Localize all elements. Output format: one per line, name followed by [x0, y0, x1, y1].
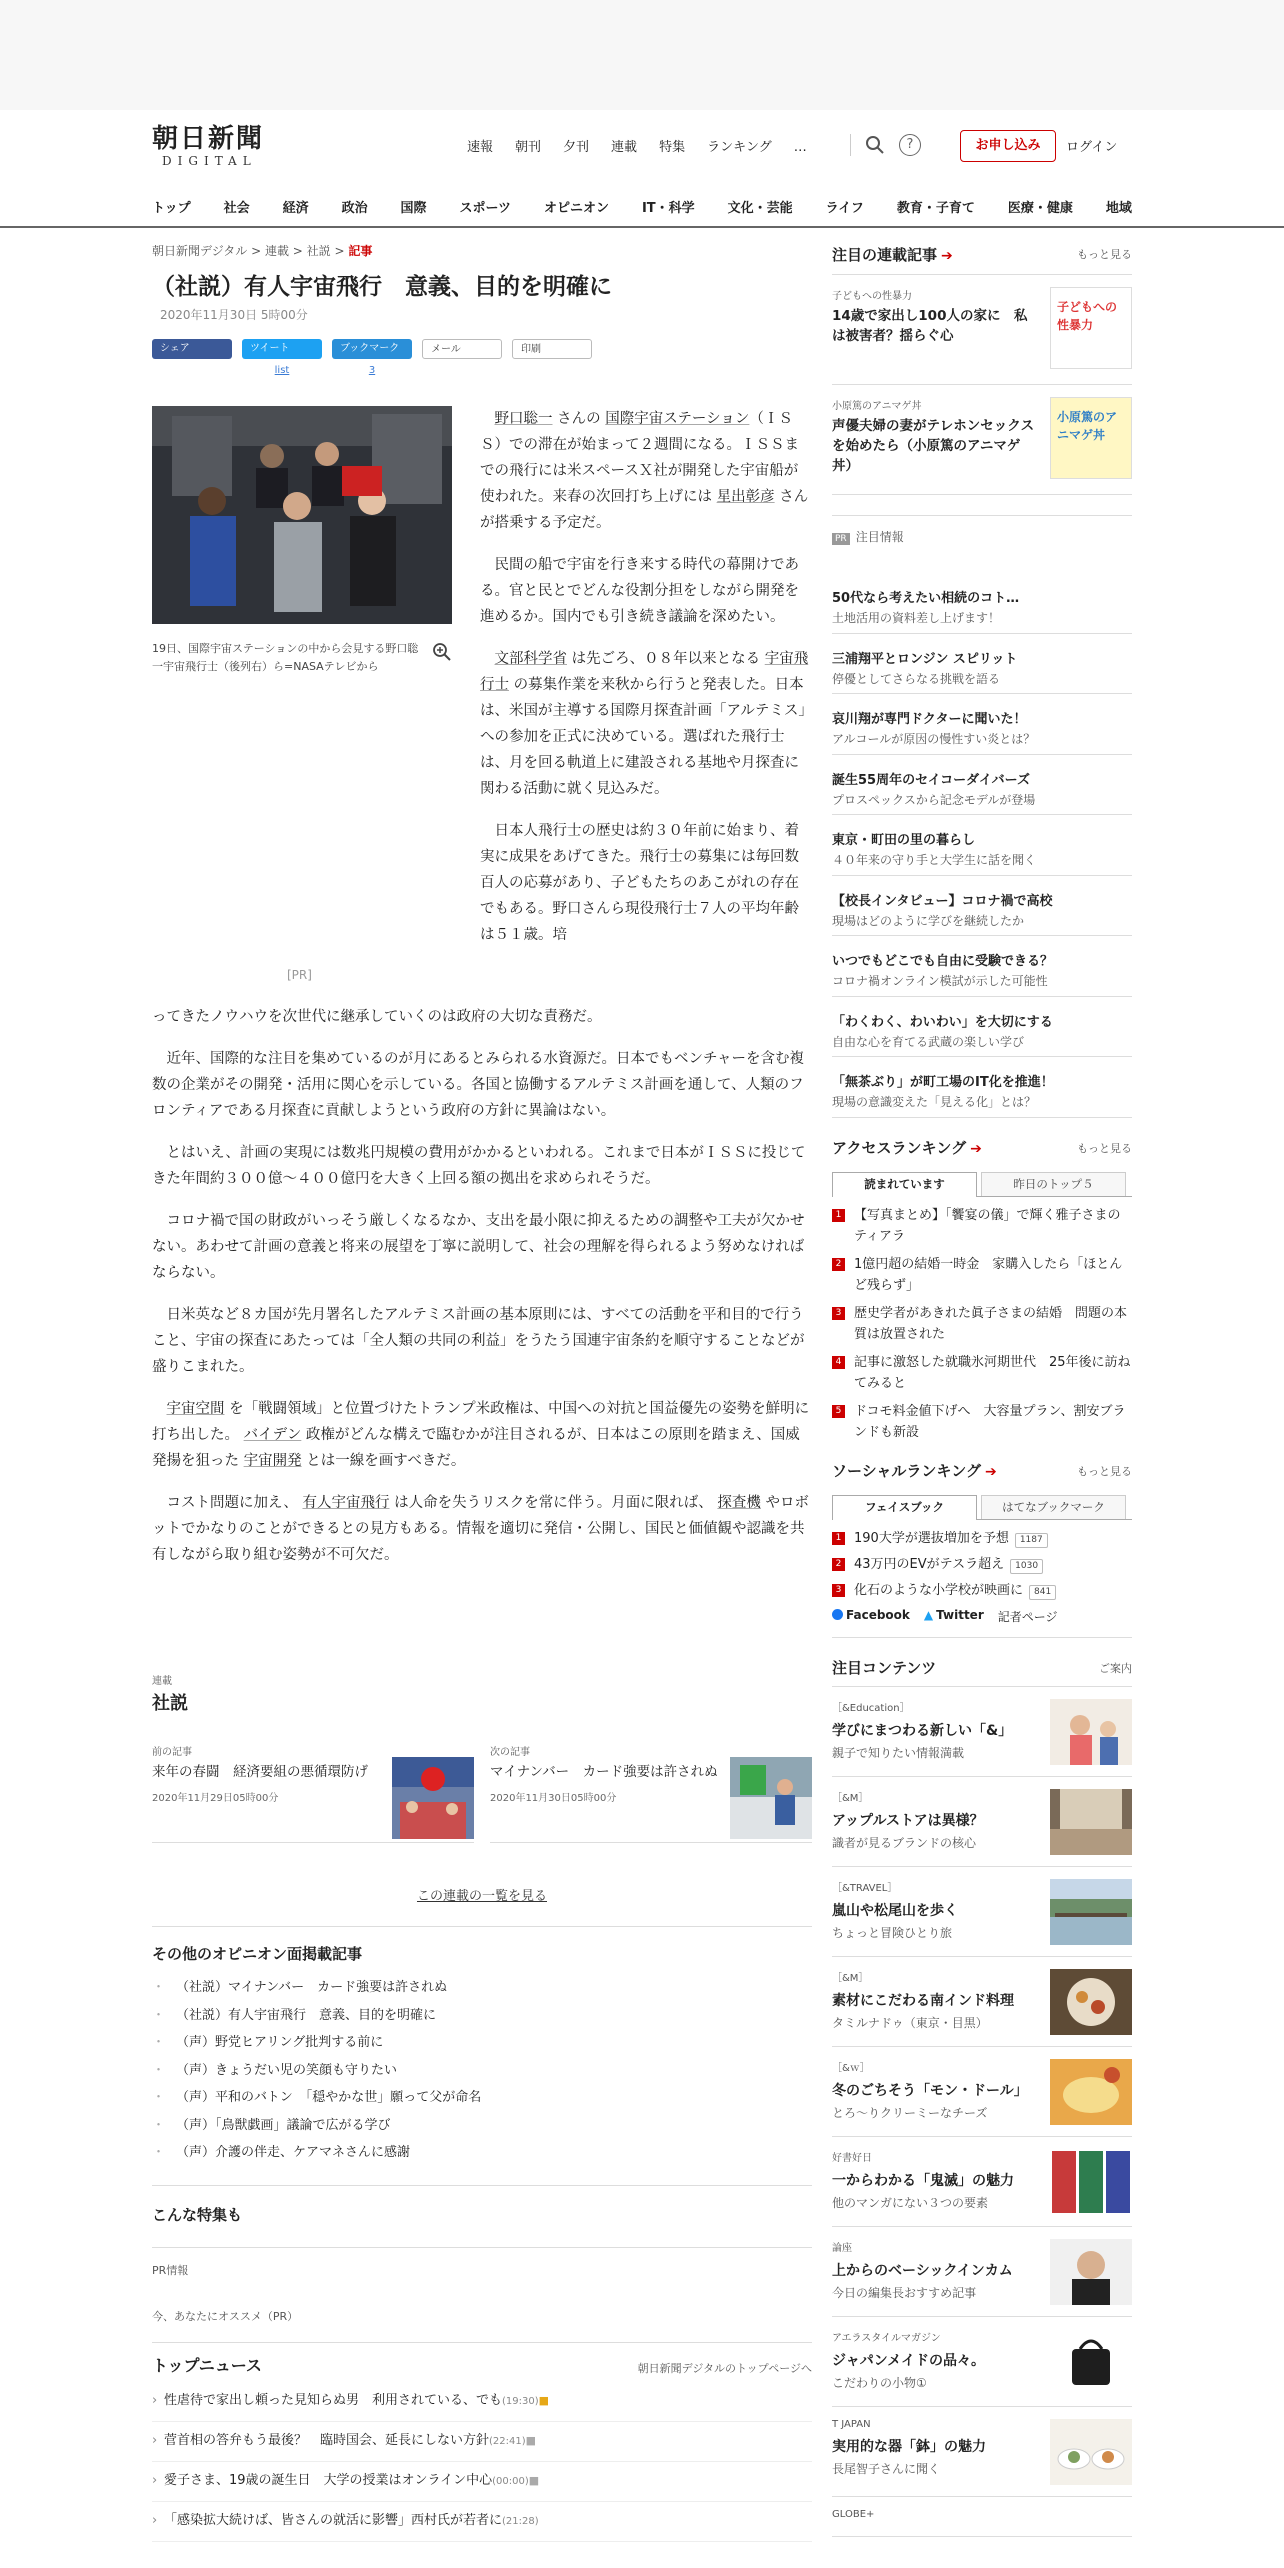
- ad-title[interactable]: 「わくわく、わいわい」を大切にする: [832, 1014, 1053, 1030]
- content-title[interactable]: 上からのベーシックインカム: [832, 2262, 1013, 2279]
- top-ad-band: [0, 0, 1284, 110]
- pr-ad-item[interactable]: [832, 755, 1132, 816]
- text: コスト問題に加え、: [166, 1495, 303, 1511]
- content-sub: 今日の編集長おすすめ記事: [832, 2285, 977, 2300]
- content-item[interactable]: [832, 1687, 1132, 1777]
- content-sub: 長尾智子さんに聞く: [832, 2461, 941, 2476]
- ad-title[interactable]: 哀川翔が専門ドクターに聞いた！: [832, 712, 1027, 727]
- sidebar: [832, 240, 1132, 2537]
- cat-region[interactable]: 地域: [1105, 200, 1132, 216]
- content-title[interactable]: 学びにまつわる新しい「&」: [832, 1722, 1013, 1739]
- serial-headline[interactable]: 声優夫婦の妻がテレホンセックスを始めたら（小原篤のアニマゲ丼）: [832, 418, 1035, 474]
- content-thumbnail[interactable]: [1050, 2329, 1132, 2395]
- caption-text: 19日、国際宇宙ステーションの中から会見する野口聡一宇宙飛行士（後列右）ら=NASAテレビから: [152, 642, 419, 673]
- ranking-title[interactable]: 190大学が選抜増加を予想: [854, 1530, 1009, 1546]
- serial-item[interactable]: [832, 385, 1132, 495]
- topnews-time: (00:00): [492, 2475, 529, 2487]
- content-title[interactable]: 冬のごちそう「モン・ドール」: [832, 2082, 1028, 2099]
- content-kicker: 論座: [832, 2242, 852, 2254]
- lock-icon: ■: [538, 2393, 550, 2407]
- keyword-link[interactable]: 野口聡一: [494, 411, 553, 427]
- social-links: [832, 1608, 1132, 1638]
- serial-item[interactable]: [832, 275, 1132, 385]
- keyword-link[interactable]: 宇宙空間: [166, 1401, 225, 1417]
- crumb-home[interactable]: 朝日新聞デジタル: [152, 244, 248, 258]
- ranking-title[interactable]: ドコモ料金値下げへ 大容量プラン、割安ブランドも新設: [854, 1403, 1126, 1440]
- tab-hatena[interactable]: はてなブックマーク: [981, 1495, 1126, 1519]
- content-kicker: 好書好日: [832, 2152, 872, 2164]
- breadcrumb: 朝日新聞デジタル > 連載 > 社説 > 記事: [152, 244, 373, 258]
- logo-text: 朝日新聞: [152, 124, 265, 154]
- header-icons: [850, 134, 921, 156]
- ranking-item[interactable]: [832, 1580, 1132, 1602]
- share-label: ツイート: [250, 343, 290, 354]
- rank-number: 2: [832, 1258, 845, 1271]
- topnews-item[interactable]: [152, 2502, 812, 2542]
- list-item[interactable]: ・ （声）平和のバトン 「穏やかな世」願って父が命名: [152, 2084, 812, 2112]
- cat-economy[interactable]: 経済: [282, 200, 309, 216]
- cat-sports[interactable]: スポーツ: [459, 200, 512, 216]
- keyword-link[interactable]: 有人宇宙飛行: [302, 1495, 390, 1511]
- content-item[interactable]: [832, 1957, 1132, 2047]
- ranking-item[interactable]: [832, 1205, 1132, 1247]
- social-ranking-heading[interactable]: ソーシャルランキング: [832, 1462, 981, 1480]
- tab-most-read[interactable]: 読まれています: [832, 1172, 977, 1197]
- divider: [152, 2342, 812, 2343]
- facebook-label: Facebook: [846, 1607, 910, 1622]
- content-sub: とろ～りクリーミーなチーズ: [832, 2105, 988, 2120]
- content-item[interactable]: [832, 2227, 1132, 2317]
- facebook-icon: [832, 1609, 843, 1620]
- topnews-link[interactable]: 朝日新聞デジタルのトップページへ: [637, 2361, 812, 2375]
- social-tabs: [832, 1495, 1132, 1520]
- ad-sub: プロスペックスから記念モデルが登場: [832, 792, 1036, 807]
- content-thumbnail[interactable]: [1050, 2059, 1132, 2125]
- content-item[interactable]: [832, 2137, 1132, 2227]
- series-kicker: 連載: [152, 1676, 172, 1687]
- cat-education[interactable]: 教育・子育て: [896, 200, 975, 216]
- main-content: [152, 240, 812, 2528]
- pr-ad-item[interactable]: [832, 1057, 1132, 1118]
- contents-list: [832, 1686, 1132, 2537]
- article-body-top: [480, 406, 812, 948]
- serial-headline[interactable]: 14歳で家出し100人の家に 私は被害者？揺らぐ心: [832, 308, 1028, 344]
- ad-sub: 停優としてさらなる挑戦を語る: [832, 671, 1001, 686]
- paragraph: 日米英など８カ国が先月署名したアルテミス計画の基本原則には、すべての活動を平和目的で行うこと、宇宙の探査にあたっては「全人類の共同の利益」をうたう国連宇宙条約を順守することなどが盛りこまれた。: [152, 1307, 805, 1375]
- text: さんが搭乗する予定だ。: [480, 489, 809, 531]
- share-count: 841: [1029, 1585, 1056, 1600]
- pr-label: [PR]: [287, 968, 312, 982]
- ranking-title[interactable]: 1億円超の結婚一時金 家購入したら「ほとんど残らず」: [854, 1256, 1123, 1293]
- iss-crew-illustration: [152, 406, 452, 624]
- ranking-item[interactable]: [832, 1528, 1132, 1550]
- keyword-link[interactable]: 宇宙開発: [243, 1453, 302, 1469]
- lock-icon: ■: [525, 2433, 537, 2447]
- topnews-time: (21:28): [502, 2515, 539, 2527]
- cat-health[interactable]: 医療・健康: [1007, 200, 1073, 216]
- divider: [850, 134, 851, 156]
- share-label: 印刷: [521, 344, 541, 355]
- pr-ad-item[interactable]: [832, 876, 1132, 937]
- ad-sub: 自由な心を育てる武蔵の楽しい学び: [832, 1034, 1025, 1049]
- content-kicker: ［&Education］: [832, 1702, 910, 1714]
- content-thumbnail[interactable]: [1050, 1879, 1132, 1945]
- access-tabs: [832, 1172, 1132, 1197]
- access-ranking-heading[interactable]: アクセスランキング: [832, 1139, 967, 1157]
- content-title[interactable]: 素材にこだわる南インド料理: [832, 1992, 1014, 2009]
- content-thumbnail[interactable]: [1050, 1699, 1132, 1765]
- nav-choukan[interactable]: 朝刊: [515, 140, 542, 155]
- serial-kicker: 小原篤のアニマゲ丼: [832, 401, 922, 412]
- text: （ＩＳＳ）での滞在が始まって２週間になる。ＩＳＳまでの飛行には米スペースＸ社が開発した宇宙船が使われた。来春の次回打ち上げには: [480, 411, 799, 505]
- nav-tokushu[interactable]: 特集: [659, 140, 686, 155]
- contents-heading: 注目コンテンツ: [832, 1659, 937, 1677]
- features-heading: こんな特集も: [152, 2205, 243, 2224]
- ad-title[interactable]: 50代なら考えたい相続のコト…: [832, 591, 1020, 606]
- share-label: ブックマーク: [340, 343, 400, 354]
- rank-number: 4: [832, 1356, 845, 1369]
- content-kicker: ［&TRAVEL］: [832, 1882, 898, 1894]
- text: を「戦闘領域」と位置づけたトランプ米政権は、中国への対抗と国益優先の姿勢を鮮明に打ち出した。: [152, 1401, 810, 1443]
- ad-sub: アルコールが原因の慢性すい炎とは？: [832, 732, 1036, 746]
- divider: [152, 2185, 812, 2186]
- paragraph: [480, 646, 812, 802]
- search-icon[interactable]: [865, 135, 885, 155]
- content-title[interactable]: 実用的な器「鉢」の魅力: [832, 2438, 986, 2455]
- contents-guide-link[interactable]: ご案内: [1099, 1661, 1132, 1675]
- rank-number: 1: [832, 1532, 845, 1545]
- content-sub: 識者が見るブランドの核心: [832, 1835, 977, 1850]
- rank-number: 2: [832, 1558, 845, 1571]
- divider: [152, 2247, 812, 2248]
- content-title[interactable]: アップルストアは異様？: [832, 1812, 984, 1829]
- topnews-title[interactable]: 性虐待で家出し頼った見知らぬ男 利用されている、でも: [164, 2392, 503, 2408]
- content-item[interactable]: [832, 1867, 1132, 1957]
- list-item[interactable]: ・ （声）介護の伴走、ケアマネさんに感謝: [152, 2139, 812, 2167]
- prev-next-nav: [152, 1743, 812, 1843]
- ad-title[interactable]: いつでもどこでも自由に受験できる？: [832, 954, 1054, 969]
- ad-title[interactable]: 【校長インタビュー】コロナ禍で高校: [832, 893, 1053, 909]
- text: とは一線を画すべきだ。: [301, 1453, 466, 1469]
- twitter-icon: ▲: [923, 1607, 934, 1622]
- pr-ad-item[interactable]: [832, 573, 1132, 634]
- hatena-count[interactable]: 3: [368, 365, 376, 376]
- nav-more-button[interactable]: …: [793, 140, 807, 155]
- pr-ad-list: [832, 573, 1132, 1118]
- mail-share-button[interactable]: [422, 339, 502, 359]
- paragraph: [480, 406, 812, 536]
- nav-ranking[interactable]: ランキング: [707, 140, 772, 155]
- ranking-item[interactable]: [832, 1303, 1132, 1345]
- content-item[interactable]: [832, 2047, 1132, 2137]
- crumb-rensai[interactable]: 連載: [264, 244, 289, 258]
- ranking-title[interactable]: 43万円のEVがテスラ超え: [854, 1556, 1005, 1572]
- ad-title[interactable]: 誕生55周年のセイコーダイバーズ: [832, 772, 1031, 788]
- paragraph: 近年、国際的な注目を集めているのが月にあるとみられる水資源だ。日本でもベンチャーを含む複数の企業がその開発・活用に関心を示している。各国と協働するアルテミス計画を通して、人類のフロンティアである月探査に貢献しようという政府の方針に異論はない。: [152, 1051, 805, 1119]
- access-more-link[interactable]: もっと見る: [1077, 1141, 1132, 1155]
- paragraph: 民間の船で宇宙を行き来する時代の幕開けである。官と民とでどんな役割分担をしながら開発を進めるか。国内でも引き続き議論を深めたい。: [480, 557, 799, 625]
- text: の募集作業を来秋から行うと発表した。日本は、米国が主導する国際月探査計画「アルテミス」への参加を正式に決めている。選ばれた飛行士は、月を回る軌道上に建設される基地や月探査に関わる活動に就く見込みだ。: [480, 677, 806, 797]
- reporter-page-link[interactable]: 記者ページ: [997, 1609, 1058, 1624]
- prev-thumbnail[interactable]: [392, 1757, 474, 1839]
- cat-society[interactable]: 社会: [223, 200, 250, 216]
- content-title[interactable]: ジャパンメイドの品々。: [832, 2352, 986, 2369]
- tab-facebook[interactable]: フェイスブック: [832, 1495, 977, 1520]
- pr-ad-item[interactable]: [832, 997, 1132, 1058]
- twitter-count[interactable]: list: [274, 365, 290, 376]
- serial-heading[interactable]: 注目の連載記事: [832, 245, 938, 264]
- lock-icon: ■: [528, 2473, 540, 2487]
- social-ranking-header: [832, 1457, 1132, 1485]
- ranking-title[interactable]: 記事に激怒した就職氷河期世代 25年後に訪ねてみると: [854, 1354, 1131, 1391]
- paragraph: コロナ禍で国の財政がいっそう厳しくなるなか、支出を最小限に抑えるための調整や工夫が欠かせない。あわせて計画の意義と将来の展望を丁寧に説明して、社会の理解を得られるよう努めなければならない。: [152, 1213, 805, 1281]
- share-label: シェア: [160, 343, 190, 354]
- paragraph: ってきたノウハウを次世代に継承していくのは政府の大切な責務だ。: [152, 1009, 602, 1025]
- list-item[interactable]: ・ （社説）マイナンバー カード強要は許されぬ: [152, 1974, 812, 2002]
- pr-section-header: [832, 515, 1132, 563]
- text: 政権がどんな構えで臨むかが注目されるが、日本はこの原則を踏まえ、国威発揚を狙った: [152, 1427, 800, 1469]
- divider: [152, 1926, 812, 1927]
- subscribe-button[interactable]: お申し込み: [960, 130, 1056, 162]
- twitter-label: Twitter: [936, 1607, 984, 1622]
- topnews-item[interactable]: [152, 2422, 812, 2462]
- ad-title[interactable]: 「無茶ぶり」が町工場のIT化を推進！: [832, 1075, 1054, 1090]
- topnews-list: [152, 2382, 812, 2542]
- access-ranking-header: [832, 1134, 1132, 1162]
- rank-number: 5: [832, 1405, 845, 1418]
- top-nav: [456, 136, 818, 160]
- prev-article-card[interactable]: [152, 1743, 474, 1843]
- paragraph: とはいえ、計画の実現には数兆円規模の費用がかかるといわれる。これまで日本がＩＳＳに投じてきた年間約３００億～４００億円を大きく上回る額の拠出を求められそうだ。: [152, 1145, 806, 1187]
- content-thumbnail[interactable]: [1050, 2149, 1132, 2215]
- keyword-link[interactable]: 探査機: [717, 1495, 761, 1511]
- print-button[interactable]: [512, 339, 592, 359]
- keyword-link[interactable]: 宇宙飛行士: [480, 651, 809, 693]
- serial-more-link[interactable]: もっと見る: [1077, 248, 1132, 261]
- series-list-link[interactable]: この連載の一覧を見る: [416, 1889, 547, 1904]
- crumb-shasetsu[interactable]: 社説: [306, 244, 331, 258]
- other-opinion-heading: その他のオピニオン面掲載記事: [152, 1945, 363, 1963]
- topnews-title[interactable]: 菅首相の答弁もう最後？ 臨時国会、延長にしない方針: [164, 2432, 490, 2448]
- text: は先ごろ、０８年以来となる: [567, 651, 765, 667]
- content-kicker: GLOBE+: [832, 2508, 875, 2520]
- arrow-right-icon: ➔: [941, 247, 953, 264]
- cat-culture[interactable]: 文化・芸能: [727, 200, 793, 216]
- ranking-item[interactable]: [832, 1554, 1132, 1576]
- ad-sub: 土地活用の資料差し上げます！: [832, 611, 1001, 625]
- text: やロボットでかなりのことができるとの見方もある。情報を適切に発信・公開し、国民と価値観や認識を共有しながら取り組む姿勢が不可欠だ。: [152, 1495, 810, 1563]
- ad-sub: コロナ禍オンライン模試が示した可能性: [832, 974, 1048, 988]
- prev-date: 2020年11月29日05時00分: [152, 1793, 279, 1804]
- pr-ad-item[interactable]: [832, 936, 1132, 997]
- help-icon[interactable]: ?: [899, 134, 921, 156]
- rank-number: 3: [832, 1307, 845, 1320]
- pr-badge: PR: [832, 533, 850, 545]
- content-thumbnail[interactable]: [1050, 1969, 1132, 2035]
- category-nav: [152, 184, 1132, 228]
- next-kicker: 次の記事: [490, 1747, 530, 1758]
- next-headline[interactable]: マイナンバー カード強要は許されぬ: [490, 1764, 718, 1780]
- twitter-share-button[interactable]: [242, 339, 322, 376]
- pr-info-label: PR情報: [152, 2263, 189, 2277]
- series-title[interactable]: 社説: [152, 1693, 188, 1714]
- other-opinion-list: [152, 1974, 812, 2167]
- text: は人命を失うリスクを常に伴う。月面に限れば、: [389, 1495, 718, 1511]
- recommend-label: 今、あなたにオススメ（PR）: [152, 2309, 299, 2323]
- rank-number: 1: [832, 1209, 845, 1222]
- hatena-bookmark-button[interactable]: [332, 339, 412, 376]
- content-kicker: T JAPAN: [832, 2418, 871, 2430]
- keyword-link[interactable]: 星出彰彦: [716, 489, 775, 505]
- logo-subtext: DIGITAL: [162, 154, 257, 168]
- share-label: メール: [431, 344, 461, 355]
- content-item[interactable]: [832, 1777, 1132, 1867]
- content-thumbnail[interactable]: [1050, 1789, 1132, 1855]
- list-item[interactable]: ・ （声）野党ヒアリング批判する前に: [152, 2029, 812, 2057]
- social-ranking-list: [832, 1528, 1132, 1602]
- share-count: 1187: [1015, 1533, 1048, 1548]
- article-date: 2020年11月30日 5時00分: [160, 308, 308, 322]
- list-item[interactable]: ・ （声）きょうだい児の笑顔も守りたい: [152, 2057, 812, 2085]
- topnews-title[interactable]: 「感染拡大続けば、皆さんの就活に影響」西村氏が若者に: [164, 2512, 503, 2528]
- serial-thumbnail[interactable]: 小原篤のアニマゲ丼: [1050, 397, 1132, 479]
- serial-header: [832, 240, 1132, 268]
- content-sub: 他のマンガにない３つの要素: [832, 2195, 989, 2210]
- paragraph: [152, 1490, 812, 1568]
- crumb-current: 記事: [348, 244, 373, 258]
- topnews-item[interactable]: [152, 2382, 812, 2422]
- keyword-link[interactable]: 国際宇宙ステーション: [605, 411, 750, 427]
- tab-yesterday-top5[interactable]: 昨日のトップ５: [981, 1172, 1126, 1196]
- article-title: （社説）有人宇宙飛行 意義、目的を明確に: [152, 274, 612, 300]
- cat-international[interactable]: 国際: [400, 200, 427, 216]
- nav-rensai[interactable]: 連載: [611, 140, 638, 155]
- facebook-share-button[interactable]: [152, 339, 232, 359]
- topnews-header: [152, 2353, 812, 2376]
- prev-kicker: 前の記事: [152, 1747, 192, 1758]
- arrow-right-icon: ➔: [984, 1464, 997, 1480]
- content-title[interactable]: 嵐山や松尾山を歩く: [832, 1902, 958, 1919]
- twitter-link[interactable]: [924, 1608, 984, 1625]
- article-body-bottom: [152, 1004, 812, 1584]
- content-kicker: アエラスタイルマガジン: [832, 2332, 941, 2344]
- share-count: 1030: [1010, 1559, 1043, 1574]
- login-link[interactable]: ログイン: [1066, 140, 1118, 155]
- ad-title[interactable]: 東京・町田の里の暮らし: [832, 833, 976, 848]
- site-header: [0, 110, 1284, 228]
- content-sub: ちょっと冒険ひとり旅: [832, 1925, 953, 1940]
- content-kicker: ［&ｗ］: [832, 2062, 870, 2074]
- ranking-item[interactable]: [832, 1352, 1132, 1394]
- ranking-item[interactable]: [832, 1401, 1132, 1443]
- pr-ad-item[interactable]: [832, 694, 1132, 755]
- contents-header: [832, 1654, 1132, 1682]
- content-item[interactable]: [832, 2407, 1132, 2497]
- ad-sub: 現場はどのように学びを継続したか: [832, 913, 1025, 928]
- ad-title[interactable]: 三浦翔平とロンジン スピリット: [832, 651, 1018, 667]
- serial-list: [832, 274, 1132, 495]
- content-sub: タミルナドゥ（東京・目黒）: [832, 2015, 988, 2030]
- nav-sokuho[interactable]: 速報: [467, 140, 494, 155]
- zoom-icon[interactable]: [432, 642, 452, 662]
- rank-number: 3: [832, 1584, 845, 1597]
- ranking-item[interactable]: [832, 1254, 1132, 1296]
- serial-kicker: 子どもへの性暴力: [832, 291, 912, 302]
- list-item[interactable]: ・ （社説）有人宇宙飛行 意義、目的を明確に: [152, 2002, 812, 2030]
- ranking-title[interactable]: 【写真まとめ】「饗宴の儀」で輝く雅子さまのティアラ: [854, 1207, 1121, 1244]
- keyword-link[interactable]: 文部科学省: [494, 651, 567, 667]
- paragraph: 日本人飛行士の歴史は約３０年前に始まり、着実に成果をあげてきた。飛行士の募集には毎回数百人の応募があり、子どもたちのあこがれの存在でもある。野口さんら現役飛行士７人の平均年齢は５１歳。培: [480, 823, 799, 943]
- cat-it-science[interactable]: IT・科学: [641, 200, 695, 216]
- content-item[interactable]: [832, 2317, 1132, 2407]
- article-photo[interactable]: [152, 406, 452, 624]
- pr-heading: 注目情報: [855, 530, 904, 544]
- arrow-right-icon: ➔: [970, 1141, 982, 1157]
- content-item[interactable]: [832, 2497, 1132, 2537]
- ad-sub: ４０年来の守り手と大学生に話を聞く: [832, 853, 1037, 867]
- next-date: 2020年11月30日05時00分: [490, 1793, 617, 1804]
- serial-thumbnail[interactable]: 子どもへの性暴力: [1050, 287, 1132, 369]
- photo-caption: [152, 640, 452, 676]
- topnews-time: (22:41): [489, 2435, 526, 2447]
- topnews-item[interactable]: [152, 2462, 812, 2502]
- ranking-title[interactable]: 化石のような小学校が映画に: [854, 1582, 1024, 1598]
- content-kicker: ［&M］: [832, 1792, 869, 1804]
- content-thumbnail[interactable]: [1050, 2419, 1132, 2485]
- cat-opinion[interactable]: オピニオン: [543, 200, 609, 216]
- facebook-link[interactable]: [832, 1608, 910, 1625]
- topnews-heading: トップニュース: [152, 2355, 262, 2375]
- topnews-title[interactable]: 愛子さま、19歳の誕生日 大学の授業はオンライン中心: [164, 2472, 493, 2488]
- keyword-link[interactable]: バイデン: [243, 1427, 302, 1443]
- content-sub: こだわりの小物①: [832, 2375, 927, 2390]
- cat-top[interactable]: トップ: [152, 200, 191, 216]
- share-bar: [152, 339, 812, 376]
- cat-life[interactable]: ライフ: [825, 200, 864, 216]
- cat-politics[interactable]: 政治: [341, 200, 368, 216]
- site-logo[interactable]: [152, 124, 282, 170]
- access-ranking-list: [832, 1205, 1132, 1443]
- next-article-card[interactable]: [490, 1743, 812, 1843]
- content-thumbnail[interactable]: [1050, 2239, 1132, 2305]
- ranking-title[interactable]: 歴史学者があきれた眞子さまの結婚 問題の本質は放置された: [854, 1305, 1128, 1342]
- ad-sub: 現場の意識変えた「見える化」とは？: [832, 1095, 1037, 1109]
- content-sub: 親子で知りたい情報満載: [832, 1745, 965, 1760]
- series-section: [152, 1672, 812, 2542]
- topnews-time: (19:30): [502, 2395, 539, 2407]
- social-more-link[interactable]: もっと見る: [1077, 1464, 1132, 1478]
- paragraph: [152, 1396, 812, 1474]
- pr-ad-item[interactable]: [832, 815, 1132, 876]
- list-item[interactable]: ・ （声）「鳥獣戯画」議論で広がる学び: [152, 2112, 812, 2140]
- content-title[interactable]: 一からわかる「鬼滅」の魅力: [832, 2172, 1014, 2189]
- text: さんの: [552, 411, 606, 427]
- content-kicker: ［&M］: [832, 1972, 869, 1984]
- next-thumbnail[interactable]: [730, 1757, 812, 1839]
- pr-ad-item[interactable]: [832, 634, 1132, 695]
- prev-headline[interactable]: 来年の春闘 経済要組の悪循環防げ: [152, 1764, 368, 1780]
- nav-yuukan[interactable]: 夕刊: [563, 140, 590, 155]
